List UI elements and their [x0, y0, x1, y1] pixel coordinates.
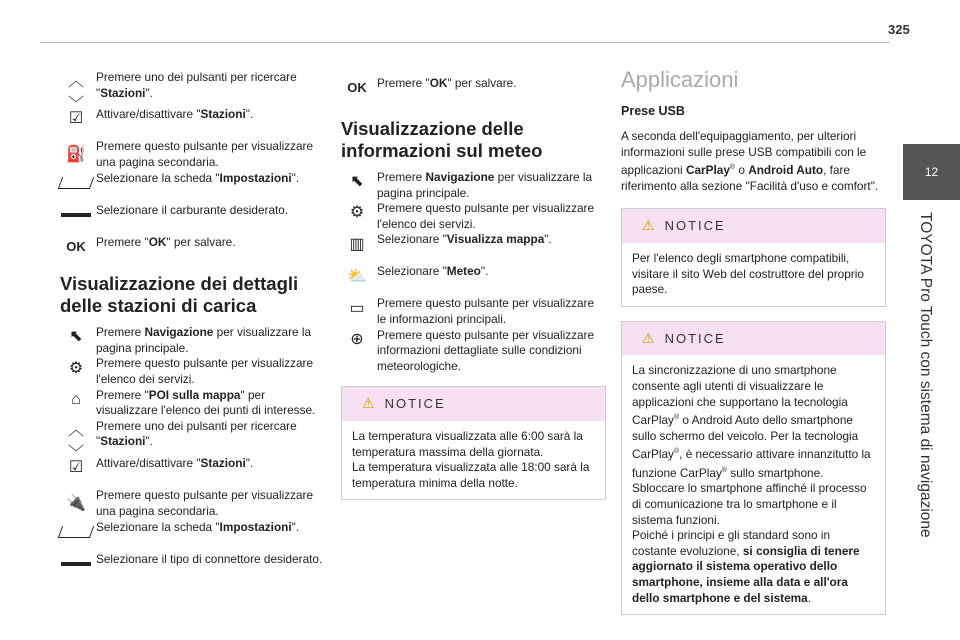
ok-save-text-2: Premere "OK" per salvare.	[377, 76, 517, 90]
connector-text: Selezionare il tipo di connettore desiderato.	[96, 551, 323, 566]
notice-box-smartphones	[621, 208, 886, 306]
usb-intro-text: A seconda dell'equipaggiamento, per ulteriori informazioni sulle prese USB compatibili con le applicazioni CarPlay® o Android Auto, fare riferimento alla sezione "Facilità d'uso e comfort".	[621, 129, 879, 193]
settings-tab-icon	[60, 171, 92, 195]
weather-services-text: Premere questo pulsante per visualizzare l'elenco dei servizi.	[377, 201, 595, 231]
slider-bar-icon	[60, 203, 92, 227]
notice-box-weather	[341, 386, 606, 500]
sync-paragraph-3: Poiché i principi e gli standard sono in costante evoluzione, si consiglia di tenere aggiornato il sistema operativo dello smartphone, insieme alla data e all'ora dello smartphone e del sistema.	[632, 528, 860, 605]
usb-subheading: Prese USB	[621, 103, 685, 118]
weather-icon: ⛅	[347, 267, 367, 285]
page-number: 325	[888, 22, 910, 37]
warning-icon: ⚠	[642, 217, 657, 234]
chevron-up-icon: ︿	[67, 73, 84, 91]
checkbox-icon: ☑	[68, 110, 84, 128]
column-2	[341, 70, 606, 514]
search-stations-text: Premere uno dei pulsanti per ricercare "Stazioni".	[96, 70, 297, 100]
main-info-text: Premere questo pulsante per visualizzare le informazioni principali.	[377, 296, 595, 326]
section-heading-weather: Visualizzazione delle informazioni sul meteo	[341, 118, 543, 161]
services-icon: ⚙	[349, 204, 365, 222]
notice-box-sync	[621, 321, 886, 615]
detail-info-text: Premere questo pulsante per visualizzare informazioni dettagliate sulle condizioni meteorologiche.	[377, 327, 595, 373]
settings-tab-text: Selezionare la scheda "Impostazioni".	[96, 171, 300, 186]
services-icon: ⚙	[68, 359, 84, 377]
header-divider	[40, 42, 890, 43]
notice-body: La temperatura visualizzata alle 6:00 sarà la temperatura massima della giornata. La temperatura visualizzata alle 18:00 sarà la temperatura minima della notte.	[352, 428, 590, 490]
slider-bar-icon	[60, 552, 92, 576]
secondary-page-text: Premere questo pulsante per visualizzare una pagina secondaria.	[96, 139, 314, 169]
notice-title: NOTICE	[664, 330, 726, 346]
weather-nav-text: Premere Navigazione per visualizzare la pagina principale.	[377, 170, 593, 200]
plus-circle-icon: ⊕	[350, 330, 364, 348]
fuel-station-icon: ⛽	[66, 146, 86, 164]
poi-map-icon: ⌂	[71, 390, 81, 408]
sync-paragraph-1: La sincronizzazione di uno smartphone consente agli utenti di visualizzare le applicazioni che supportano la tecnologia CarPlay® o Android Auto dello smartphone sullo schermo del veicolo. Per la tecnologia CarPlay®, è necessario attivare innanzitutto la funzione CarPlay® sullo smartphone.	[632, 363, 871, 480]
notice-title: NOTICE	[664, 218, 726, 234]
ok-save-text: Premere "OK" per salvare.	[96, 235, 236, 250]
fuel-select-text: Selezionare il carburante desiderato.	[96, 203, 289, 218]
settings-tab-text-2: Selezionare la scheda "Impostazioni".	[96, 519, 300, 534]
chapter-title: TOYOTA Pro Touch con sistema di navigazione	[917, 212, 934, 538]
ok-icon: OK	[66, 239, 86, 255]
chevron-down-icon: ﹀	[67, 96, 84, 114]
nav-text: Premere Navigazione per visualizzare la pagina principale.	[96, 325, 312, 355]
checkbox-icon: ☑	[68, 459, 84, 477]
toggle-stations-text-2: Attivare/disattivare "Stazioni".	[96, 455, 254, 470]
ok-icon: OK	[347, 80, 367, 96]
toggle-stations-text: Attivare/disattivare "Stazioni".	[96, 107, 254, 122]
warning-icon: ⚠	[362, 395, 377, 412]
warning-icon: ⚠	[642, 329, 657, 346]
main-info-icon: ▭	[349, 299, 365, 317]
chevron-down-icon: ﹀	[67, 445, 84, 463]
poi-text: Premere "POI sulla mappa" per visualizzare l'elenco dei punti di interesse.	[96, 387, 316, 418]
charging-plug-icon: 🔌	[66, 495, 86, 513]
search-stations-text-2: Premere uno dei pulsanti per ricercare "Stazioni".	[96, 418, 297, 449]
chevron-up-icon: ︿	[67, 421, 84, 439]
column-1	[60, 70, 325, 581]
notice-body: Per l'elenco degli smartphone compatibili, visitare il sito Web del costruttore del proprio paese.	[632, 251, 864, 297]
section-heading-charging: Visualizzazione dei dettagli delle stazioni di carica	[60, 273, 299, 317]
notice-title: NOTICE	[384, 396, 446, 412]
view-map-text: Selezionare "Visualizza mappa".	[377, 232, 552, 247]
map-icon: ▥	[349, 235, 365, 253]
applications-heading: Applicazioni	[621, 67, 739, 92]
navigation-arrow-icon: ⬉	[69, 328, 83, 346]
services-text: Premere questo pulsante per visualizzare l'elenco dei servizi.	[96, 356, 314, 386]
column-3	[621, 67, 886, 629]
meteo-text: Selezionare "Meteo".	[377, 264, 489, 279]
chapter-tab: 12	[903, 144, 960, 200]
sync-paragraph-2: Sbloccare lo smartphone affinché il processo di comunicazione tra lo smartphone e il sistema funzioni.	[632, 481, 867, 527]
secondary-page-text-2: Premere questo pulsante per visualizzare una pagina secondaria.	[96, 487, 314, 518]
navigation-arrow-icon: ⬉	[350, 173, 364, 191]
notice-body	[622, 355, 885, 614]
settings-tab-icon	[60, 520, 92, 544]
